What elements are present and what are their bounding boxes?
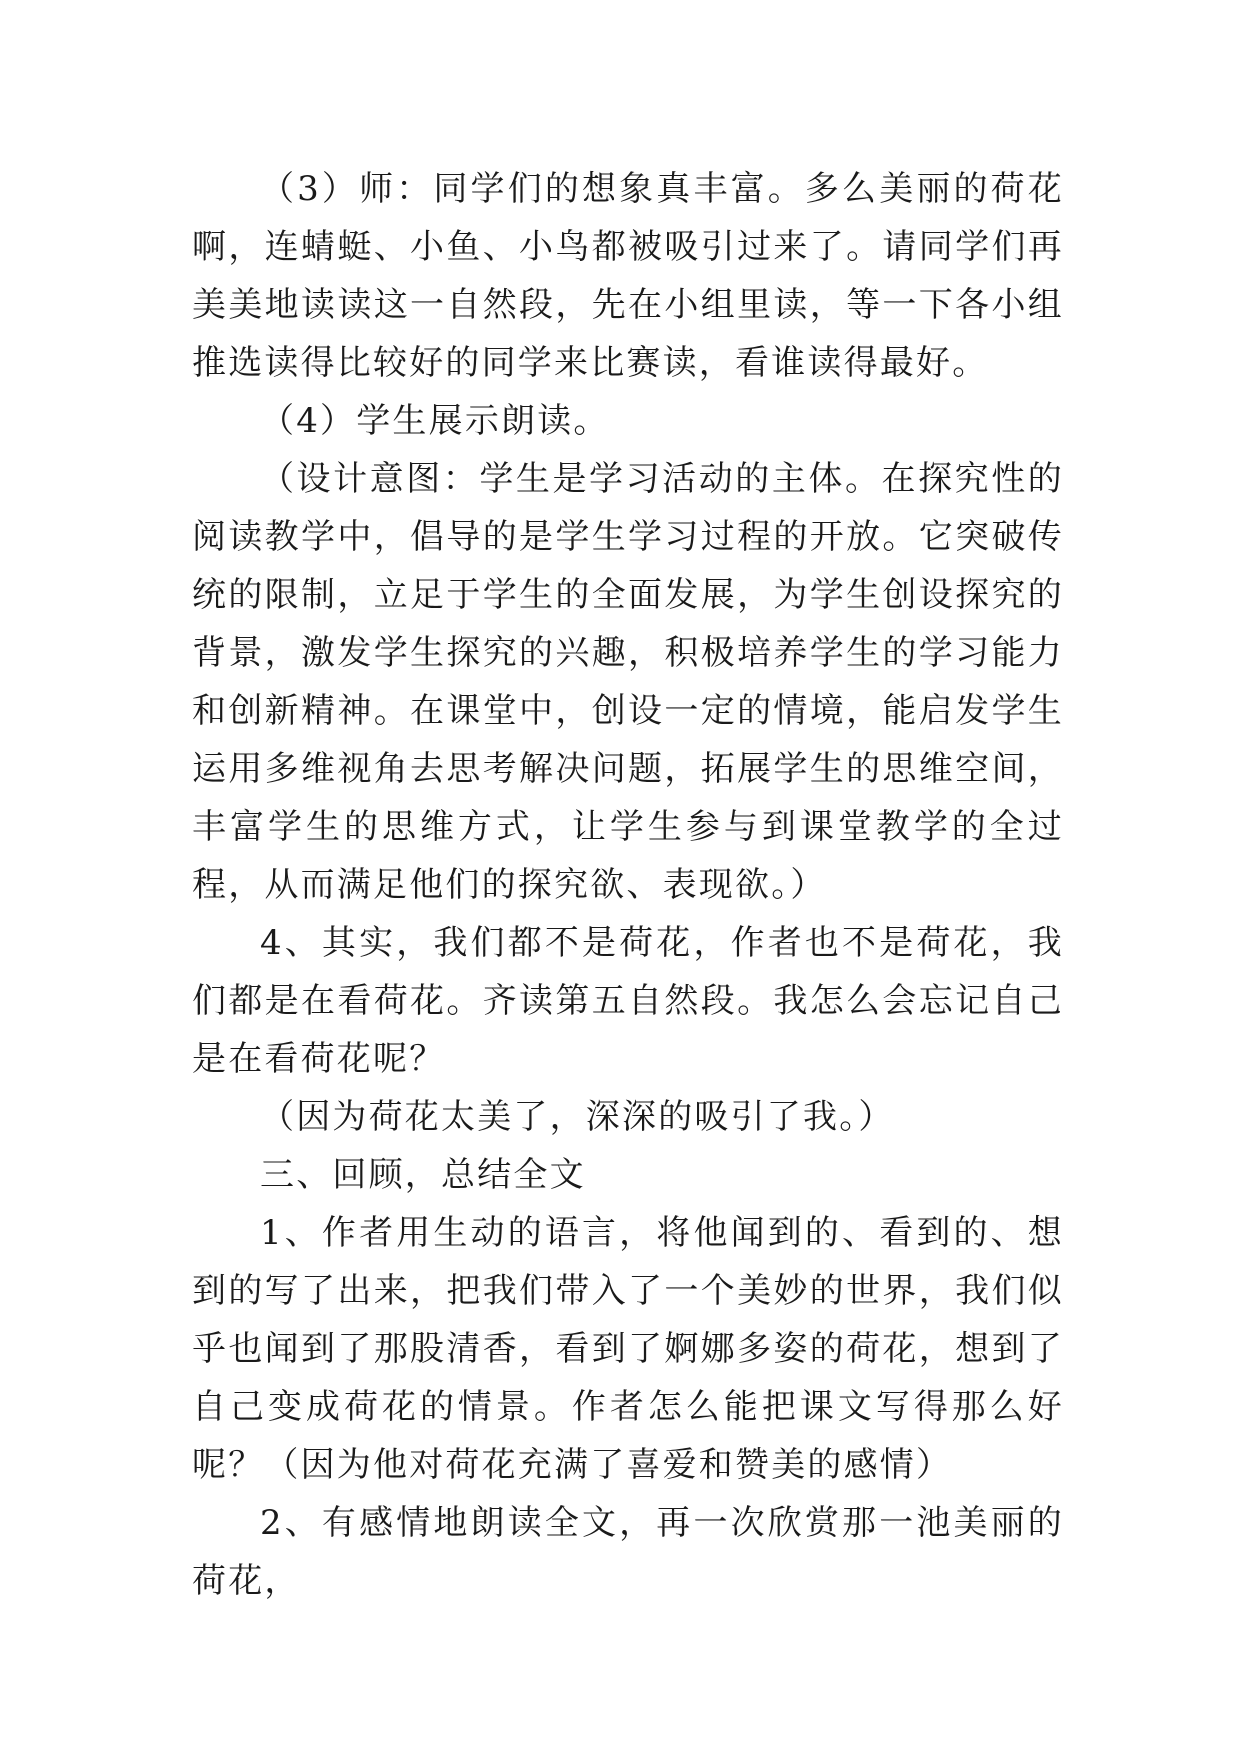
paragraph-answer: （因为荷花太美了，深深的吸引了我。） xyxy=(260,1097,895,1137)
paragraph-teacher-remark: （3）师：同学们的想象真丰富。多么美丽的荷花啊，连蜻蜓、小鱼、小鸟都被吸引过来了。请同学们再美美地读读这一自然段，先在小组里读，等一下各小组推选读得比较好的同学来比赛读，看谁读得最好。 xyxy=(192,169,1064,383)
paragraph-student-reading: （4）学生展示朗读。 xyxy=(260,401,610,441)
paragraph-design-intent: （设计意图：学生是学习活动的主体。在探究性的阅读教学中，倡导的是学生学习过程的开放。它突破传统的限制，立足于学生的全面发展，为学生创设探究的背景，激发学生探究的兴趣，积极培养学生的学习能力和创新精神。在课堂中，创设一定的情境，能启发学生运用多维视角去思考解决问题，拓展学生的思维空间，丰富学生的思维方式，让学生参与到课堂教学的全过程，从而满足他们的探究欲、表现欲。） xyxy=(192,459,1064,905)
section-heading-review: 三、回顾，总结全文 xyxy=(260,1155,586,1195)
document-body xyxy=(192,160,1064,1610)
paragraph-review-1: 1、作者用生动的语言，将他闻到的、看到的、想到的写了出来，把我们带入了一个美妙的世界，我们似乎也闻到了那股清香，看到了婀娜多姿的荷花，想到了自己变成荷花的情景。作者怎么能把课文写得那么好呢？（因为他对荷花充满了喜爱和赞美的感情） xyxy=(192,1213,1064,1485)
paragraph-step-4: 4、其实，我们都不是荷花，作者也不是荷花，我们都是在看荷花。齐读第五自然段。我怎么会忘记自己是在看荷花呢？ xyxy=(192,923,1064,1079)
paragraph-review-2: 2、有感情地朗读全文，再一次欣赏那一池美丽的荷花， xyxy=(192,1503,1064,1601)
